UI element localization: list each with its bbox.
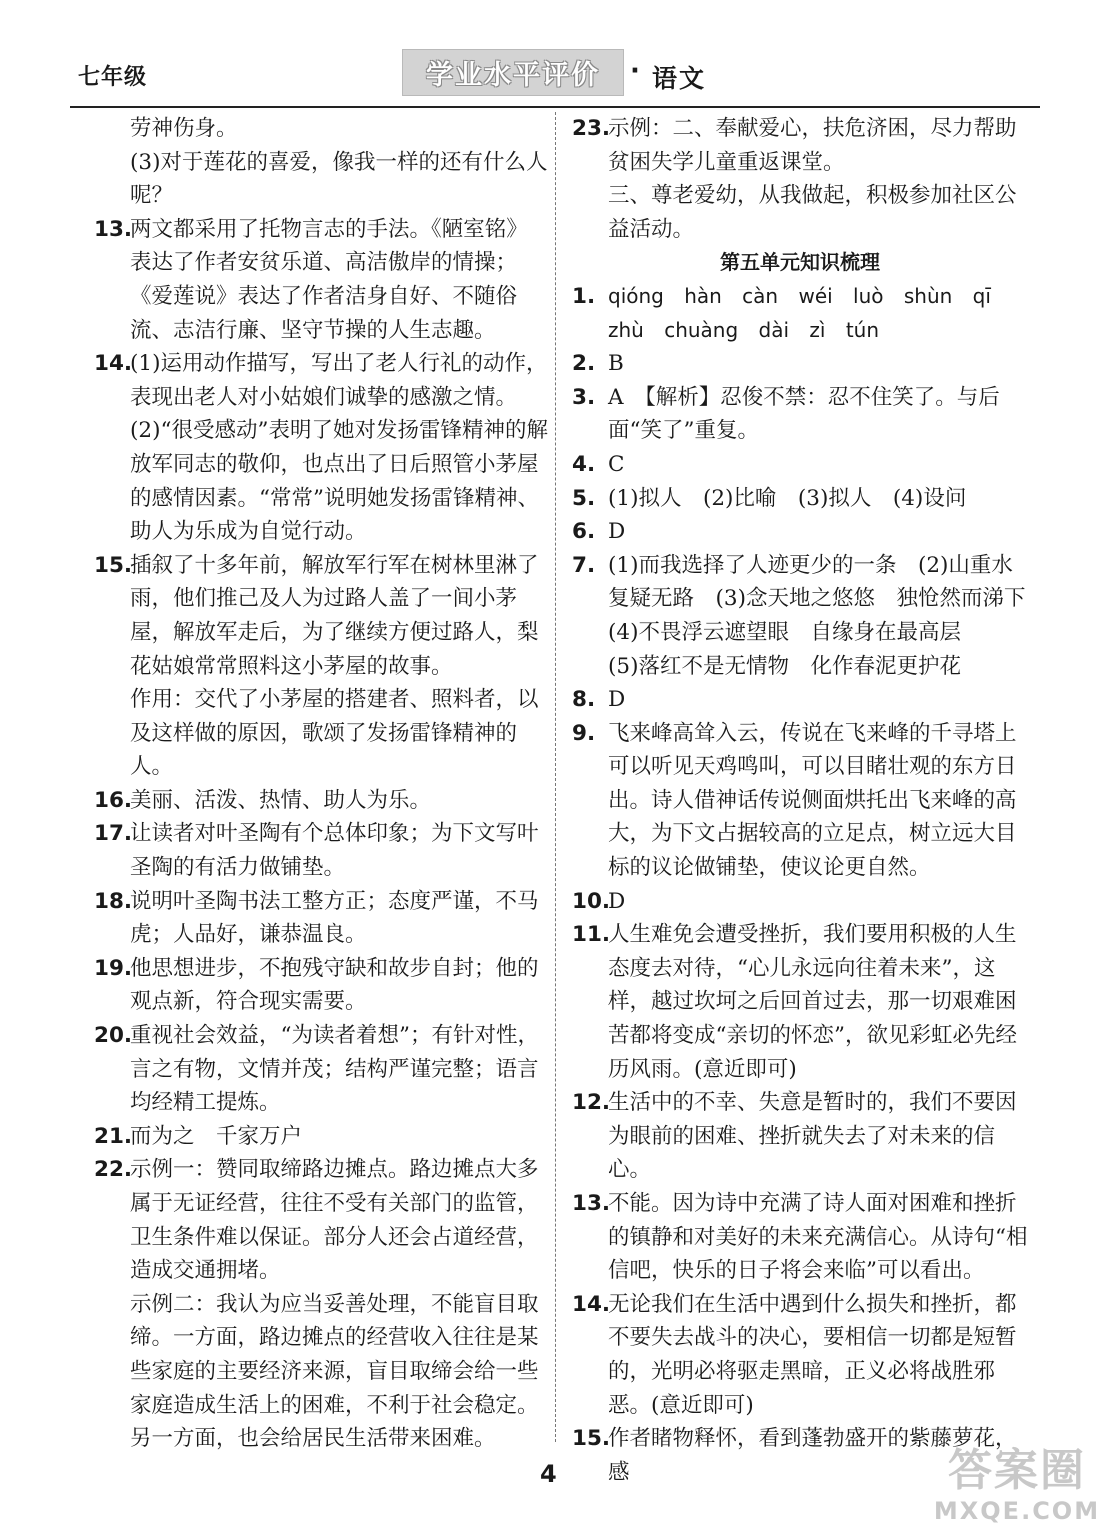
answer-text: 两文都采用了托物言志的手法。《陋室铭》表达了作者安贫乐道、高洁傲岸的情操；《爱莲说》表达了作者洁身自好、不随俗流、志洁行廉、坚守节操的人生志趣。 [130,216,528,343]
answer-item [572,515,1028,549]
answer-text: (1)而我选择了人迹更少的一条 (2)山重水复疑无路 (3)念天地之悠悠 独怆然而涕下 [608,552,1026,612]
answer-text: (1)拟人 (2)比喻 (3)拟人 (4)设问 [608,485,967,511]
item-number: 11. [572,922,611,948]
answer-text: 示例：二、奉献爱心，扶危济困，尽力帮助贫困失学儿童重返课堂。 [608,116,1017,175]
answer-item [572,1086,1028,1187]
item-number: 22. [94,1157,133,1183]
answer-item [94,1019,548,1120]
answer-item [572,549,1028,683]
item-number: 2. [572,351,596,377]
header-rule [70,106,1040,108]
answer-item [94,347,548,549]
answer-text: D [608,519,626,545]
grade-label: 七年级 [78,65,148,90]
answer-item [94,1120,548,1154]
answer-text: 示例一：赞同取缔路边摊点。路边摊点大多属于无证经营，往往不受有关部门的监管，卫生条件难以保证。部分人还会占道经营，造成交通拥堵。 [130,1157,539,1284]
right-answer-list-top [572,112,1028,246]
answer-item [572,448,1028,482]
watermark [928,1446,1106,1530]
answer-item [572,918,1028,1086]
item-number: 14. [94,351,133,377]
answer-text: 美丽、活泼、热情、助人为乐。 [130,787,432,813]
answer-text: D [608,687,626,713]
answer-item [572,1288,1028,1422]
answer-item [94,952,548,1019]
left-answer-list [94,213,548,1456]
answer-item [572,482,1028,516]
answer-item [572,717,1028,885]
answer-text: 作用：交代了小茅屋的搭建者、照料者，以及这样做的原因，歌颂了发扬雷锋精神的人。 [130,687,539,780]
right-column [572,112,1028,1489]
answer-item [572,112,1028,246]
item-number: 20. [94,1023,133,1049]
answer-item [572,683,1028,717]
item-number: 15. [572,1426,611,1452]
item-number: 13. [572,1191,611,1216]
subject-label: 语文 [652,64,707,93]
section-title: 第五单元知识梳理 [720,250,880,275]
item-number: 10. [572,888,611,914]
brand-banner [402,49,624,96]
answer-text: A 【解析】忍俊不禁：忍不住笑了。与后面“笑了”重复。 [608,384,1000,444]
answer-item [572,381,1028,448]
answer-text: 人生难免会遭受挫折，我们要用积极的人生态度去对待，“心儿永远向往着未来”，这样，越过坎坷之后回首过去，那一切艰难困苦都将变成“亲切的怀恋”，欲见彩虹必先经历风雨。(意近即可) [608,922,1017,1082]
answer-text: 生活中的不幸、失意是暂时的，我们不要因为眼前的困难、挫折就失去了对未来的信心。 [608,1090,1017,1183]
item-number: 4. [572,451,596,477]
answer-item [572,885,1028,919]
answer-text: 让读者对叶圣陶有个总体印象；为下文写叶圣陶的有活力做铺垫。 [130,821,539,881]
continuation-line: 劳神伤身。 [130,116,238,141]
watermark-logo-text: 答案圈 [948,1445,1086,1496]
answer-text: 无论我们在生活中遇到什么损失和挫折，都不要失去战斗的决心，要相信一切都是短暂的，光明必将驱走黑暗，正义必将战胜邪恶。(意近即可) [608,1291,1017,1418]
answer-item [94,885,548,952]
item-number: 7. [572,552,596,578]
item-number: 19. [94,955,133,981]
item-number: 18. [94,888,133,914]
answer-text: 而为之 千家万户 [130,1123,303,1149]
item-number: 1. [572,283,596,309]
header-separator: · [630,56,640,86]
answer-item [572,347,1028,381]
item-number: 8. [572,687,596,713]
answer-item [94,784,548,818]
item-number: 21. [94,1123,133,1149]
answer-text: 三、尊老爱幼，从我做起，积极参加社区公益活动。 [608,183,1017,242]
item-number: 14. [572,1291,611,1317]
answer-item [94,213,548,347]
answer-text: 飞来峰高耸入云，传说在飞来峰的千寻塔上可以听见天鸡鸣叫，可以目睹壮观的东方日出。诗人借神话传说侧面烘托出飞来峰的高大，为下文占据较高的立足点，树立远大目标的议论做铺垫，使议论更自然。 [608,720,1017,881]
answer-item [94,817,548,884]
column-divider [555,112,556,1442]
answer-text: 重视社会效益，“为读者着想”；有针对性，言之有物，文情并茂；结构严谨完整；语言均经精工提炼。 [130,1023,539,1116]
watermark-url: MXQE.COM [933,1497,1101,1525]
continuation-line: (3)对于莲花的喜爱，像我一样的还有什么人呢？ [130,149,548,209]
answer-item [94,1153,548,1455]
brand-title: 学业水平评价 [426,60,600,91]
item-number: 23. [572,116,611,141]
answer-item [572,280,1028,347]
answer-text: 他思想进步，不抱残守缺和故步自封；他的观点新，符合现实需要。 [130,955,539,1015]
answer-text: 说明叶圣陶书法工整方正；态度严谨，不马虎；人品好，谦恭温良。 [130,888,539,948]
answer-item [572,1187,1028,1288]
page-number: 4 [540,1460,557,1488]
answer-text: C [608,451,625,477]
answer-text: (5)落红不是无情物 化作春泥更护花 [608,653,961,679]
item-number: 5. [572,485,596,511]
answer-text: (4)不畏浮云遮望眼 自缘身在最高层 [608,619,961,645]
item-number: 6. [572,519,596,545]
right-answer-list [572,347,1028,1489]
item-number: 9. [572,720,596,746]
answer-text: 示例二：我认为应当妥善处理，不能盲目取缔。一方面，路边摊点的经营收入往往是某些家庭的主要经济来源，盲目取缔会给一些家庭造成生活上的困难，不利于社会稳定。另一方面，也会给居民生活带来困难。 [130,1291,539,1452]
answer-text: 不能。因为诗中充满了诗人面对困难和挫折的镇静和对美好的未来充满信心。从诗句“相信吧，快乐的日子将会来临”可以看出。 [608,1191,1028,1284]
answer-text: 插叙了十多年前，解放军行军在树林里淋了雨，他们推己及人为过路人盖了一间小茅屋，解放军走后，为了继续方便过路人，梨花姑娘常常照料这小茅屋的故事。 [130,552,539,679]
answer-text: (2)“很受感动”表明了她对发扬雷锋精神的解放军同志的敬仰，也点出了日后照管小茅屋的感情因素。“常常”说明她发扬雷锋精神、助人为乐成为自觉行动。 [130,418,548,545]
left-column [94,112,548,1456]
item-number: 17. [94,821,133,847]
item-number: 13. [94,216,133,242]
answer-text: 作者睹物释怀，看到蓬勃盛开的紫藤萝花，感 [608,1426,1017,1485]
answer-text: B [608,351,624,377]
item-number: 16. [94,787,133,813]
answer-text: D [608,888,626,914]
answer-text: (1)运用动作描写，写出了老人行礼的动作，表现出老人对小姑娘们诚挚的感激之情。 [130,351,548,410]
pinyin-line: zhù chuàng dài zì tún [608,317,880,342]
item-number: 3. [572,384,596,410]
answer-item [94,549,548,784]
pinyin-line: qióng hàn càn wéi luò shùn qī [608,283,991,308]
item-number: 15. [94,552,133,578]
item-number: 12. [572,1090,611,1116]
